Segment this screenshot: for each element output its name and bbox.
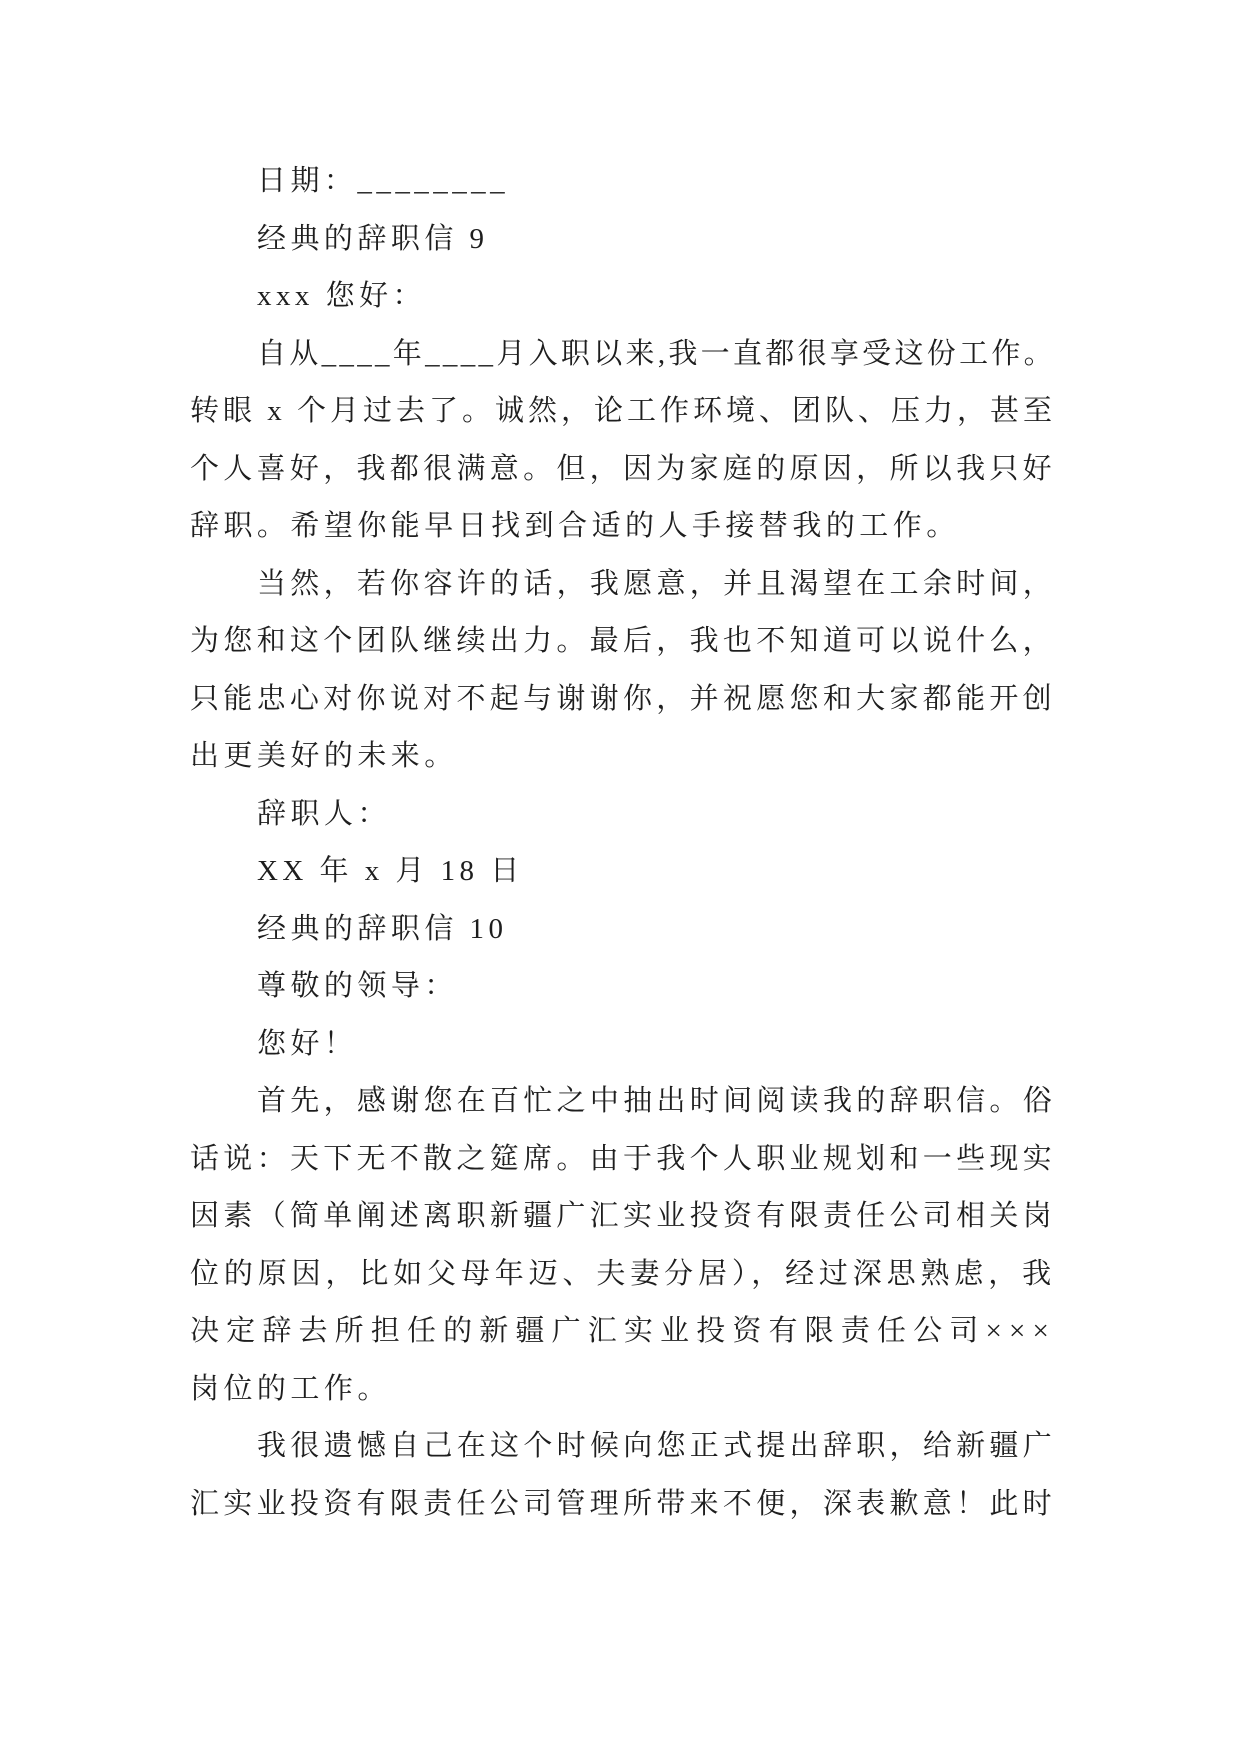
letter-10-body-line: 首先，感谢您在百忙之中抽出时间阅读我的辞职信。俗 <box>257 1085 1056 1117</box>
letter-9-signer: 辞职人： <box>257 797 391 830</box>
letter-9-body-line: 辞职。希望你能早日找到合适的人手接替我的工作。 <box>190 510 960 542</box>
document-body <box>190 153 1056 1533</box>
letter-9-body-line: 为您和这个团队继续出力。最后，我也不知道可以说什么， <box>190 625 1056 657</box>
letter-10-salutation: 尊敬的领导： <box>257 970 458 1002</box>
date-line: 日期：________ <box>257 165 510 197</box>
letter-10-body-line: 话说：天下无不散之筵席。由于我个人职业规划和一些现实 <box>190 1142 1056 1175</box>
letter-9-title: 经典的辞职信 9 <box>257 222 489 255</box>
letter-9-date: XX 年 x 月 18 日 <box>257 855 524 887</box>
letter-10-body-line: 我很遗憾自己在这个时候向您正式提出辞职，给新疆广 <box>257 1430 1056 1462</box>
letter-9-body-line: 自从____年____月入职以来,我一直都很享受这份工作。 <box>257 337 1056 370</box>
letter-10-body-line: 决定辞去所担任的新疆广汇实业投资有限责任公司××× <box>190 1315 1056 1347</box>
letter-10-body-line: 因素（简单阐述离职新疆广汇实业投资有限责任公司相关岗 <box>190 1200 1056 1232</box>
letter-9-body-line: 转眼 x 个月过去了。诚然，论工作环境、团队、压力，甚至 <box>190 395 1056 427</box>
letter-10-body-line: 位的原因，比如父母年迈、夫妻分居），经过深思熟虑，我 <box>190 1257 1056 1290</box>
letter-10-title: 经典的辞职信 10 <box>257 912 508 945</box>
letter-9-body-line: 出更美好的未来。 <box>190 740 458 772</box>
letter-9-body-line: 只能忠心对你说对不起与谢谢你，并祝愿您和大家都能开创 <box>190 682 1056 715</box>
letter-9-salutation: xxx 您好： <box>257 280 427 312</box>
letter-10-body-line: 汇实业投资有限责任公司管理所带来不便，深表歉意！此时 <box>190 1487 1056 1520</box>
letter-10-body-line: 岗位的工作。 <box>190 1372 391 1405</box>
letter-9-body-line: 当然，若你容许的话，我愿意，并且渴望在工余时间， <box>257 567 1056 600</box>
letter-10-greeting: 您好！ <box>257 1027 358 1060</box>
letter-9-body-line: 个人喜好，我都很满意。但，因为家庭的原因，所以我只好 <box>190 452 1056 485</box>
